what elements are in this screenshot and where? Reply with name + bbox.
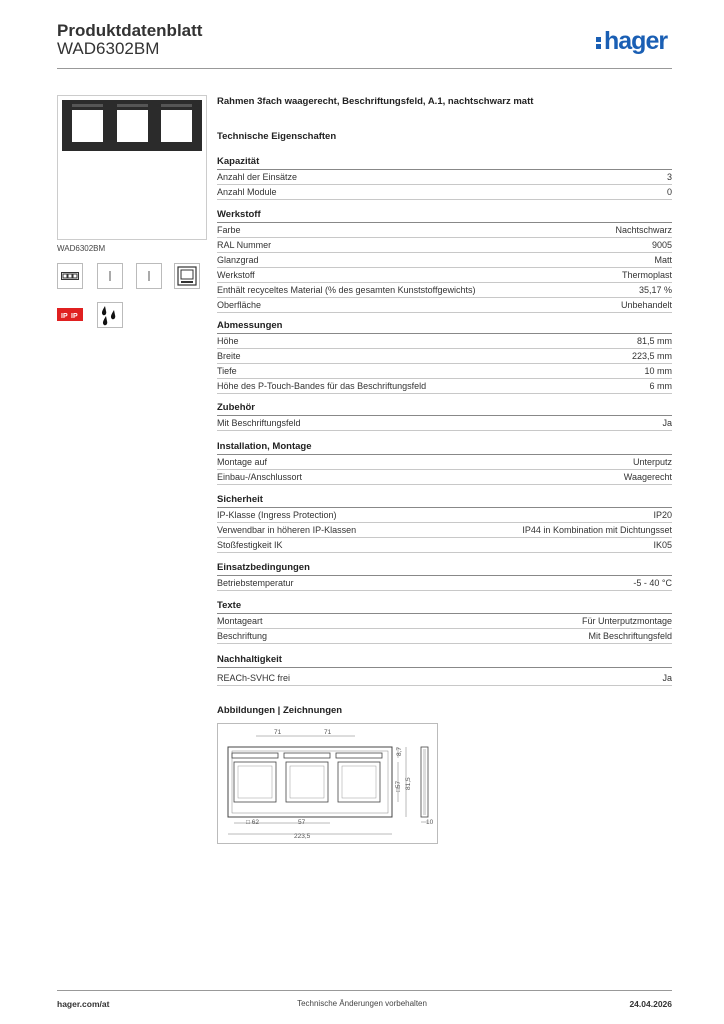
table-row: Beschriftung Mit Beschriftungsfeld (217, 629, 672, 644)
table-row: Höhe 81,5 mm (217, 334, 672, 349)
three-gang-frame-icon (57, 263, 83, 289)
svg-text:□ 62: □ 62 (246, 819, 259, 826)
table-row: Anzahl der Einsätze 3 (217, 170, 672, 185)
svg-text:57: 57 (298, 819, 306, 826)
single-line-icon (97, 263, 123, 289)
image-caption: WAD6302BM (57, 244, 106, 253)
section-title: Nachhaltigkeit (217, 653, 672, 668)
svg-text:IP: IP (71, 313, 78, 320)
section-werkstoff (217, 208, 672, 313)
section-einsatzbedingungen (217, 561, 672, 591)
section-title: Einsatzbedingungen (217, 561, 672, 576)
footer-website-link[interactable]: hager.com/at (57, 999, 110, 1009)
header-divider (57, 68, 672, 69)
table-row: IP-Klasse (Ingress Protection) IP20 (217, 508, 672, 523)
table-row: Breite 223,5 mm (217, 349, 672, 364)
table-row: Einbau-/Anschlussort Waagerecht (217, 470, 672, 485)
water-drops-icon (97, 302, 123, 328)
table-row: Verwendbar in höheren IP-Klassen IP44 in Kombination mit Dichtungsset (217, 523, 672, 538)
table-row: Tiefe 10 mm (217, 364, 672, 379)
table-row: RAL Nummer 9005 (217, 238, 672, 253)
section-title: Installation, Montage (217, 440, 672, 455)
section-abmessungen (217, 319, 672, 394)
section-installation (217, 440, 672, 485)
table-row: Anzahl Module 0 (217, 185, 672, 200)
product-image (57, 95, 207, 240)
footer-disclaimer: Technische Änderungen vorbehalten (297, 999, 427, 1008)
technical-drawing (217, 723, 438, 844)
product-description: Rahmen 3fach waagerecht, Beschriftungsfeld, A.1, nachtschwarz matt (217, 96, 534, 107)
table-row: Stoßfestigkeit IK IK05 (217, 538, 672, 553)
svg-text:71: 71 (324, 729, 332, 736)
section-title: Texte (217, 599, 672, 614)
table-row: Werkstoff Thermoplast (217, 268, 672, 283)
table-row: Glanzgrad Matt (217, 253, 672, 268)
table-row: REACh-SVHC frei Ja (217, 671, 672, 686)
section-texte (217, 599, 672, 644)
table-row: Montage auf Unterputz (217, 455, 672, 470)
section-kapazitaet (217, 155, 672, 200)
svg-text:81,5: 81,5 (405, 777, 412, 790)
section-title: Werkstoff (217, 208, 672, 223)
table-row: Farbe Nachtschwarz (217, 223, 672, 238)
section-title: Sicherheit (217, 493, 672, 508)
section-sicherheit (217, 493, 672, 553)
section-nachhaltigkeit (217, 653, 672, 686)
table-row: Betriebstemperatur -5 - 40 °C (217, 576, 672, 591)
section-title: Kapazität (217, 155, 672, 170)
hager-logo: hager (596, 27, 667, 56)
svg-text:IP: IP (61, 313, 68, 320)
single-line-icon (136, 263, 162, 289)
tech-props-heading: Technische Eigenschaften (217, 131, 337, 142)
table-row: Enthält recyceltes Material (% des gesamten Kunststoffgewichts) 35,17 % (217, 283, 672, 298)
drawings-heading: Abbildungen | Zeichnungen (217, 705, 343, 716)
section-title: Zubehör (217, 401, 672, 416)
svg-text:□57: □57 (395, 780, 402, 792)
table-row: Montageart Für Unterputzmontage (217, 614, 672, 629)
section-zubehoer (217, 401, 672, 431)
table-row: Höhe des P-Touch-Bandes für das Beschriftungsfeld 6 mm (217, 379, 672, 394)
footer-divider (57, 990, 672, 991)
svg-text:8,7: 8,7 (396, 746, 403, 756)
ip20-badge-icon (57, 302, 83, 328)
table-row: Mit Beschriftungsfeld Ja (217, 416, 672, 431)
svg-text:10: 10 (426, 819, 434, 826)
product-code: WAD6302BM (57, 39, 160, 58)
svg-text:71: 71 (274, 729, 282, 736)
footer-date: 24.04.2026 (629, 999, 672, 1009)
doc-title: Produktdatenblatt (57, 21, 203, 40)
label-field-icon (174, 263, 200, 289)
section-title: Abmessungen (217, 319, 672, 334)
svg-text:223,5: 223,5 (294, 833, 311, 840)
table-row: Oberfläche Unbehandelt (217, 298, 672, 313)
frame-3gang-icon (58, 96, 206, 239)
logo-dots-icon (596, 35, 602, 49)
